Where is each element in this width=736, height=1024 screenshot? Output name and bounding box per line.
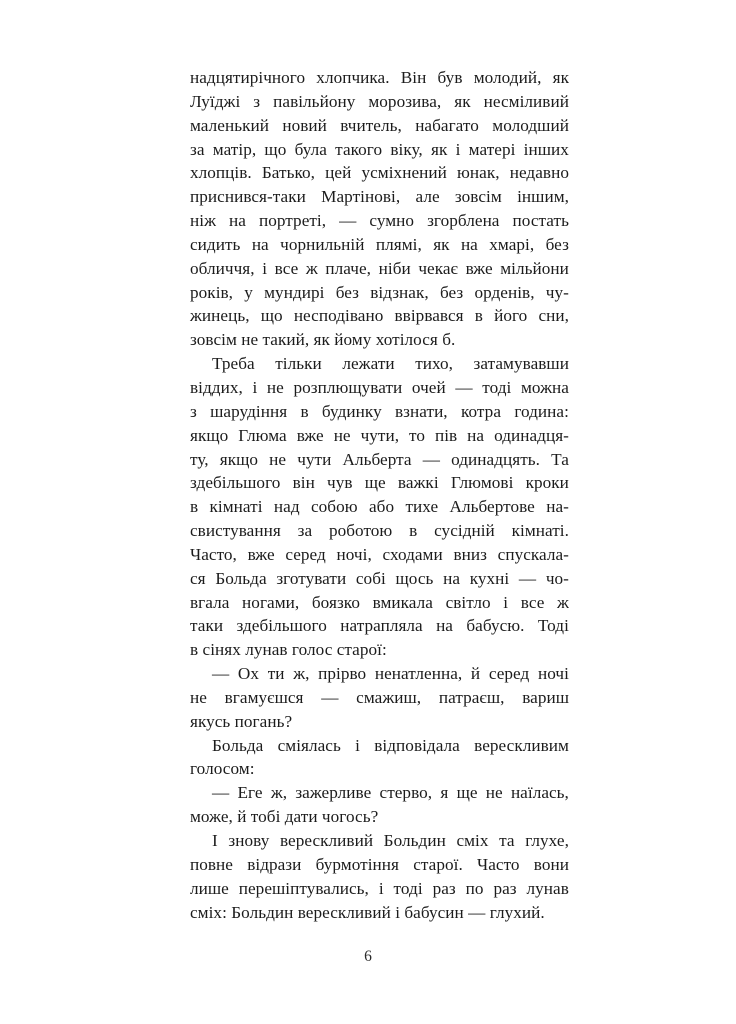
word: й xyxy=(470,664,481,684)
word: в xyxy=(300,401,309,421)
word: відповідала xyxy=(374,735,460,755)
word: тихе xyxy=(405,497,439,517)
word: зовсім xyxy=(454,187,502,207)
word: юнак, xyxy=(457,163,500,183)
word: Больда xyxy=(212,735,264,755)
word: був xyxy=(437,68,463,87)
word: на- xyxy=(546,497,569,517)
word: ще xyxy=(456,783,478,803)
word: вниз xyxy=(453,544,487,564)
word: плаче, xyxy=(325,258,372,278)
word: Він xyxy=(400,68,427,87)
word: що xyxy=(264,139,287,159)
word: сміх xyxy=(456,831,489,850)
word: несміливий xyxy=(483,91,569,111)
word: на xyxy=(467,425,485,445)
word: хлопчика. xyxy=(316,68,390,87)
word: як xyxy=(454,91,471,111)
word: не xyxy=(266,377,284,397)
text-line xyxy=(190,233,569,257)
word: кімнаті. xyxy=(511,521,569,541)
word: Тоді xyxy=(537,616,569,636)
word: Больда xyxy=(215,568,267,588)
word: ночі xyxy=(537,664,569,684)
word: ногами, xyxy=(242,592,300,612)
word: взнати, xyxy=(395,401,448,421)
page-text-block xyxy=(190,66,569,924)
word: матір, xyxy=(212,139,257,159)
word: в xyxy=(474,306,483,326)
word: якщо xyxy=(190,425,229,445)
word: на xyxy=(251,234,269,254)
word: новий xyxy=(282,115,327,135)
word: шарудіння xyxy=(210,401,288,421)
word: раз xyxy=(493,878,517,898)
word: Глюмові xyxy=(450,473,514,493)
word: матері xyxy=(468,139,516,159)
word: затамувавши xyxy=(473,354,569,374)
text-line xyxy=(190,471,569,495)
word: сусідній xyxy=(434,521,495,541)
word: і xyxy=(378,878,384,898)
word: не xyxy=(485,783,503,803)
word: стерво, xyxy=(379,783,433,803)
word: будинку xyxy=(321,401,382,421)
word: як xyxy=(552,68,569,87)
word: мундирі xyxy=(264,282,325,302)
word: — xyxy=(321,687,339,707)
word: в xyxy=(409,521,418,541)
word: вариш xyxy=(522,687,569,707)
text-line xyxy=(190,90,569,114)
paragraph xyxy=(190,66,569,352)
word: ти xyxy=(267,664,285,684)
word: вже xyxy=(247,544,275,564)
text-line xyxy=(190,448,569,472)
word: тоді xyxy=(393,878,423,898)
word: набагато xyxy=(415,115,479,135)
word: Больдин xyxy=(383,831,446,850)
word: відрази xyxy=(247,854,302,874)
word: але xyxy=(415,187,440,207)
word: років, xyxy=(190,282,234,302)
word: в xyxy=(190,497,199,517)
word: на xyxy=(436,616,453,636)
word: собою xyxy=(310,497,358,517)
word: сміялась xyxy=(277,735,341,755)
word: на xyxy=(460,234,478,254)
word: не xyxy=(269,449,287,469)
text-line xyxy=(190,114,569,138)
word: тоді xyxy=(482,377,512,397)
word: пів xyxy=(434,425,458,445)
word: і xyxy=(252,377,258,397)
word: чекає xyxy=(418,258,458,278)
word: собі xyxy=(355,568,386,588)
word: ся xyxy=(190,568,206,588)
word: без xyxy=(545,234,569,254)
word: ту, xyxy=(190,449,209,469)
word: бурмотіння xyxy=(315,854,399,874)
word: вже xyxy=(465,258,493,278)
word: і xyxy=(455,139,461,159)
word: лунав xyxy=(526,878,569,898)
word: інших xyxy=(523,139,569,159)
word: за xyxy=(297,521,313,541)
word: чути xyxy=(297,449,332,469)
word: сходами xyxy=(382,544,443,564)
word: недавно xyxy=(509,163,569,183)
text-line xyxy=(190,185,569,209)
word: — xyxy=(212,664,230,684)
word: верескливий xyxy=(279,831,374,850)
word: — xyxy=(518,568,537,588)
text-line xyxy=(190,400,569,424)
word: його xyxy=(494,306,528,326)
word: вмикала xyxy=(372,592,433,612)
word: наїлась, xyxy=(510,783,569,803)
word: важкі xyxy=(397,473,439,493)
word: вчитель, xyxy=(340,115,402,135)
word: з xyxy=(190,401,197,421)
word: сумно xyxy=(369,211,415,231)
word: і xyxy=(262,258,268,278)
word: віддих, xyxy=(190,377,243,397)
word: прірво xyxy=(318,664,367,684)
word: я xyxy=(440,783,449,803)
word: або xyxy=(368,497,395,517)
word: година: xyxy=(514,401,569,421)
word: раз xyxy=(432,878,456,898)
word: Еге xyxy=(237,783,263,803)
word: все xyxy=(274,258,299,278)
word: котра xyxy=(460,401,502,421)
text-line xyxy=(190,424,569,448)
word: портреті, xyxy=(258,211,327,231)
word: хлопців. xyxy=(190,163,252,183)
word: верескливим xyxy=(474,735,569,755)
word: не xyxy=(333,425,351,445)
word: свистування xyxy=(190,521,281,541)
word: натрапляла xyxy=(340,616,423,636)
text-line: зовсім не такий, як йому хотілося б. xyxy=(190,330,456,350)
word: приснився-таки xyxy=(190,187,306,207)
word: Альбертове xyxy=(449,497,535,517)
word: кухні xyxy=(469,568,510,588)
word: смажиш, xyxy=(356,687,422,707)
word: згорблена xyxy=(427,211,500,231)
word: ж xyxy=(557,592,569,612)
word: лише xyxy=(190,878,229,898)
word: ж xyxy=(305,258,318,278)
text-line: може, й тобі дати чогось? xyxy=(190,807,379,827)
word: чу- xyxy=(545,282,569,302)
text-line xyxy=(190,161,569,185)
word: Глюма xyxy=(238,425,287,445)
word: ще xyxy=(364,473,386,493)
word: плямі, xyxy=(375,234,422,254)
word: одинадцять. xyxy=(451,449,541,469)
text-line xyxy=(190,304,569,328)
text-line xyxy=(190,209,569,233)
word: ввірвався xyxy=(394,306,464,326)
text-line xyxy=(190,614,569,638)
word: Батько, xyxy=(261,163,316,183)
word: та xyxy=(499,831,515,850)
text-line xyxy=(190,543,569,567)
text-line xyxy=(190,781,569,805)
word: у xyxy=(244,282,253,302)
word: вони xyxy=(533,854,569,874)
text-line xyxy=(190,257,569,281)
text-line xyxy=(190,495,569,519)
word: чорнильній xyxy=(280,234,365,254)
text-line xyxy=(190,734,569,758)
word: як xyxy=(431,139,448,159)
word: ж, xyxy=(293,664,310,684)
word: лежати xyxy=(342,354,395,374)
word: Мартінові, xyxy=(321,187,401,207)
word: вгала xyxy=(190,592,230,612)
word: молодий, xyxy=(473,68,542,87)
word: чо- xyxy=(545,568,569,588)
word: була xyxy=(294,139,327,159)
word: кроки xyxy=(525,473,569,493)
paragraph xyxy=(190,781,569,829)
word: тихо, xyxy=(415,354,453,374)
word: зготувати xyxy=(276,568,347,588)
word: — xyxy=(455,377,473,397)
word: орденів, xyxy=(474,282,535,302)
text-line xyxy=(190,877,569,901)
word: Треба xyxy=(212,354,255,374)
word: глухе, xyxy=(525,831,569,850)
word: мільйони xyxy=(500,258,569,278)
word: що xyxy=(260,306,283,326)
word: і xyxy=(503,592,509,612)
word: Часто, xyxy=(190,544,237,564)
word: повне xyxy=(190,854,233,874)
word: за xyxy=(190,139,205,159)
word: тільки xyxy=(275,354,322,374)
word: на xyxy=(443,568,461,588)
word: постать xyxy=(512,211,569,231)
word: віку, xyxy=(390,139,423,159)
paragraph xyxy=(190,352,569,662)
text-line xyxy=(190,138,569,162)
word: серед xyxy=(285,544,326,564)
word: щось xyxy=(395,568,434,588)
word: морозива, xyxy=(368,91,442,111)
text-line xyxy=(190,853,569,877)
word: жинець, xyxy=(190,306,250,326)
word: ніби xyxy=(378,258,411,278)
word: Альберта xyxy=(342,449,412,469)
word: ж, xyxy=(270,783,288,803)
word: не xyxy=(190,687,207,707)
word: сни, xyxy=(538,306,569,326)
word: перешіптувались, xyxy=(238,878,369,898)
word: кімнаті xyxy=(209,497,263,517)
word: — xyxy=(212,783,230,803)
word: — xyxy=(422,449,440,469)
word: можна xyxy=(520,377,569,397)
text-line xyxy=(190,686,569,710)
word: іншим, xyxy=(517,187,569,207)
text-line xyxy=(190,829,569,853)
word: усміхнений xyxy=(361,163,447,183)
word: над xyxy=(273,497,300,517)
word: ніж xyxy=(190,211,216,231)
word: бабусю. xyxy=(466,616,525,636)
word: Часто xyxy=(477,854,520,874)
word: серед xyxy=(488,664,530,684)
word: таки xyxy=(190,616,224,636)
paragraph xyxy=(190,734,569,782)
word: такого xyxy=(335,139,383,159)
word: спускала- xyxy=(497,544,569,564)
word: патраєш, xyxy=(438,687,505,707)
page-number: 6 xyxy=(364,948,372,965)
word: — xyxy=(339,211,357,231)
text-line: в сінях лунав голос старої: xyxy=(190,640,387,660)
word: маленький xyxy=(190,115,269,135)
word: і xyxy=(355,735,360,755)
text-line: сміх: Больдин верескливий і бабусин — глухий. xyxy=(190,902,545,922)
word: з xyxy=(253,91,261,111)
word: вже xyxy=(296,425,324,445)
text-line: якусь погань? xyxy=(190,711,293,731)
word: вгамуєшся xyxy=(224,687,304,707)
word: молодший xyxy=(492,115,569,135)
word: надцятирічного xyxy=(190,68,306,87)
word: якщо xyxy=(219,449,259,469)
word: чув xyxy=(327,473,353,493)
text-line xyxy=(190,281,569,305)
word: він xyxy=(292,473,315,493)
word: світло xyxy=(445,592,491,612)
text-line: голосом: xyxy=(190,759,255,779)
word: старої. xyxy=(413,854,463,874)
word: роботою xyxy=(328,521,393,541)
word: Ох xyxy=(237,664,260,684)
word: без xyxy=(335,282,359,302)
word: обличчя, xyxy=(190,258,255,278)
word: без xyxy=(439,282,464,302)
word: сидить xyxy=(190,234,241,254)
text-line xyxy=(190,662,569,686)
word: Та xyxy=(551,449,569,469)
text-line xyxy=(190,519,569,543)
word: зажерливе xyxy=(295,783,372,803)
word: здебільшого xyxy=(236,616,327,636)
word: ненатленна, xyxy=(374,664,463,684)
word: розплющувати xyxy=(293,377,403,397)
paragraph xyxy=(190,662,569,734)
text-line xyxy=(190,376,569,400)
word: Луїджі xyxy=(190,91,241,111)
word: чути, xyxy=(360,425,400,445)
word: ночі, xyxy=(336,544,372,564)
word: знову xyxy=(228,831,270,850)
word: очей xyxy=(411,377,446,397)
word: як xyxy=(433,234,450,254)
word: по xyxy=(465,878,484,898)
word: І xyxy=(212,831,218,850)
text-line xyxy=(190,591,569,615)
word: то xyxy=(409,425,426,445)
word: відзнак, xyxy=(370,282,429,302)
word: здебільшого xyxy=(190,473,281,493)
word: хмарі, xyxy=(489,234,535,254)
paragraph xyxy=(190,829,569,924)
word: одинадця- xyxy=(494,425,569,445)
word: павільйону xyxy=(273,91,356,111)
word: боязко xyxy=(311,592,360,612)
word: все xyxy=(520,592,545,612)
text-line xyxy=(190,352,569,376)
text-line xyxy=(190,567,569,591)
text-line xyxy=(190,66,569,90)
word: цей xyxy=(325,163,352,183)
word: несподівано xyxy=(293,306,384,326)
word: на xyxy=(229,211,246,231)
